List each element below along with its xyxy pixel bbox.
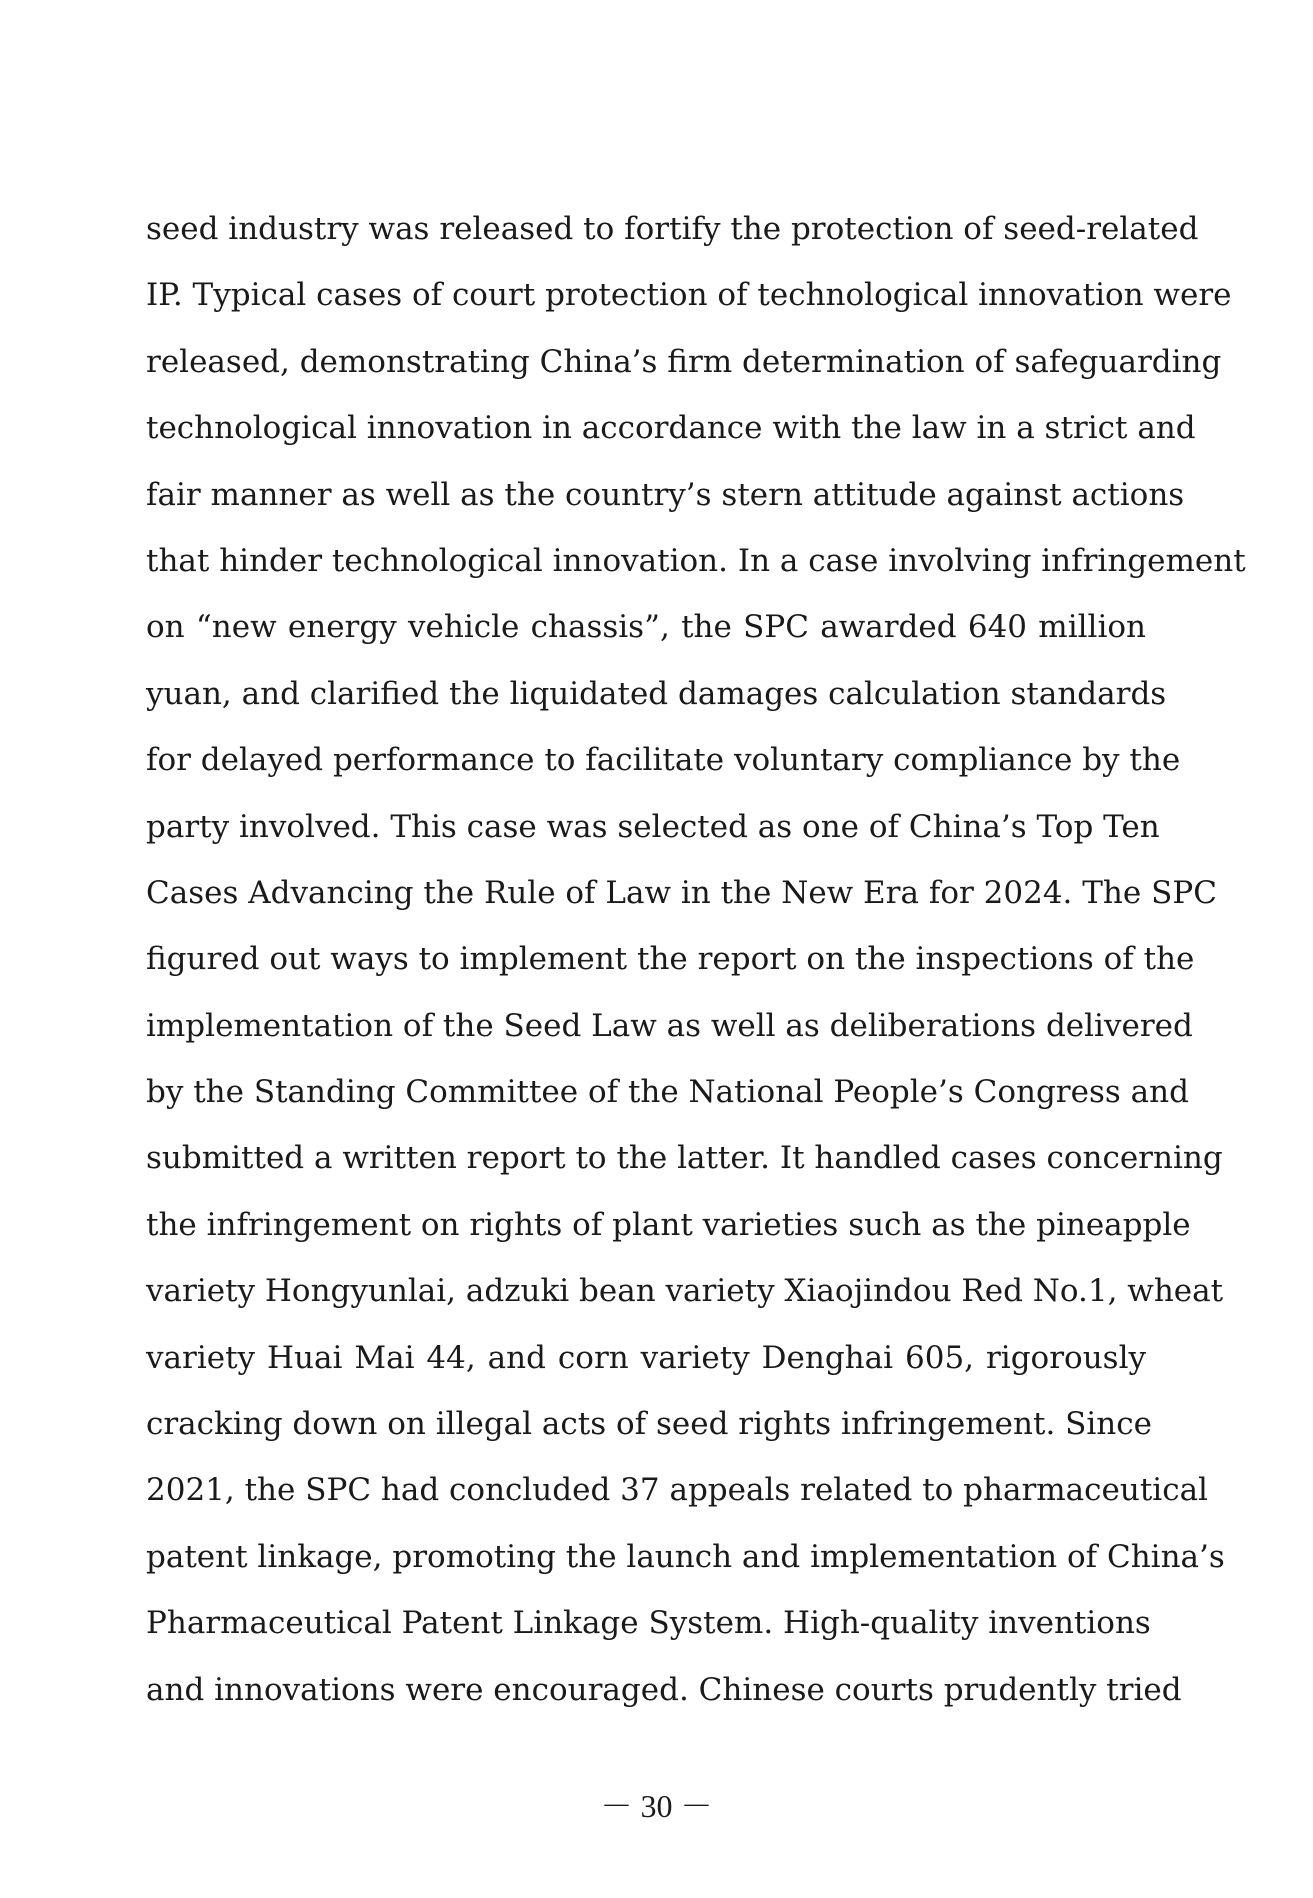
- text-line: the infringement on rights of plant varieties such as the pineapple: [146, 1206, 1191, 1243]
- text-line: fair manner as well as the country’s stern attitude against actions: [146, 476, 1185, 513]
- text-line: patent linkage, promoting the launch and implementation of China’s: [146, 1538, 1225, 1575]
- text-line: yuan, and clarified the liquidated damages calculation standards: [146, 675, 1167, 712]
- text-line: IP. Typical cases of court protection of technological innovation were: [146, 277, 1232, 314]
- text-line: Pharmaceutical Patent Linkage System. High-quality inventions: [146, 1605, 1151, 1642]
- body-paragraph: [146, 196, 1246, 1723]
- text-line: implementation of the Seed Law as well as deliberations delivered: [146, 1007, 1193, 1044]
- text-line: party involved. This case was selected as one of China’s Top Ten: [146, 808, 1160, 845]
- text-line: 2021, the SPC had concluded 37 appeals related to pharmaceutical: [146, 1472, 1208, 1509]
- text-line: variety Huai Mai 44, and corn variety Denghai 605, rigorously: [146, 1339, 1146, 1376]
- text-line: seed industry was released to fortify the protection of seed-related: [146, 211, 1199, 247]
- text-line: that hinder technological innovation. In a case involving infringement: [146, 542, 1246, 579]
- page-number: － 30 －: [600, 1788, 713, 1824]
- text-line: technological innovation in accordance with the law in a strict and: [146, 410, 1196, 447]
- text-line: submitted a written report to the latter. It handled cases concerning: [146, 1140, 1223, 1177]
- text-line: on “new energy vehicle chassis”, the SPC awarded 640 million: [146, 609, 1146, 646]
- text-line: figured out ways to implement the report on the inspections of the: [146, 941, 1195, 978]
- text-line: variety Hongyunlai, adzuki bean variety Xiaojindou Red No.1, wheat: [146, 1273, 1224, 1310]
- text-line: released, demonstrating China’s firm determination of safeguarding: [146, 343, 1222, 380]
- text-line: for delayed performance to facilitate voluntary compliance by the: [146, 742, 1181, 779]
- text-line: Cases Advancing the Rule of Law in the New Era for 2024. The SPC: [146, 874, 1217, 911]
- text-line: cracking down on illegal acts of seed rights infringement. Since: [146, 1406, 1152, 1443]
- text-line: and innovations were encouraged. Chinese courts prudently tried: [146, 1671, 1182, 1708]
- text-line: by the Standing Committee of the National People’s Congress and: [146, 1074, 1189, 1111]
